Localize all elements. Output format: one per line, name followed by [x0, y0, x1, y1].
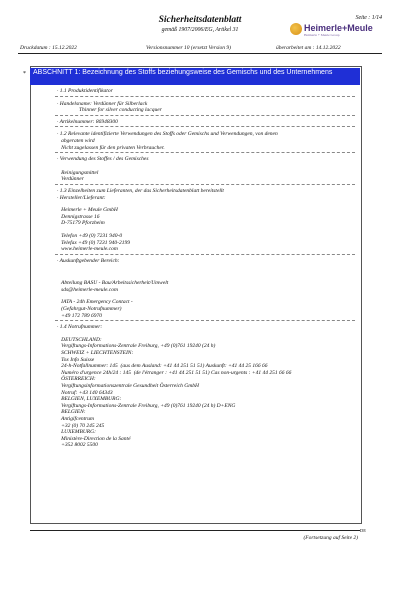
document-subtitle: gemäß 1907/2006/EG, Artikel 31 — [161, 27, 239, 33]
divider — [55, 184, 355, 185]
text-line: +352 8002 5500 — [57, 442, 98, 449]
revision-date: überarbeitet am : 14.12.2022 — [276, 45, 341, 51]
text-line: · Auskunftgebender Bereich: — [57, 257, 120, 264]
header-divider — [18, 53, 382, 54]
text-line: · Hersteller/Lieferant: — [57, 194, 106, 201]
text-line: Numéro d'urgence 24h/24 : 145 (de l'étranger : +41 44 251 51 51) Cas non-urgents : +41 44 251 66 66 — [57, 369, 292, 376]
text-line: Thinner for silver conducting lacquer — [57, 107, 162, 114]
text-line: Abteilung BASU - Bau/Arbeitssicherheit/Umwelt — [57, 280, 169, 287]
text-line: D-75179 Pforzheim — [57, 220, 105, 227]
text-line: Verdünner — [57, 176, 84, 183]
version-number: Versionsnummer 10 (ersetzt Version 9) — [146, 45, 231, 51]
text-line: Dennigstrasse 16 — [57, 213, 100, 220]
text-line: abgeraten wird — [57, 137, 95, 144]
text-line: Antigifcentrum — [57, 415, 95, 422]
text-line: Vergiftungs-Informations-Zentrale Freiburg, +49 (0)761 19240 (24 h) — [57, 343, 216, 350]
text-line: DEUTSCHLAND: — [57, 336, 102, 343]
text-line: · 1.1 Produktidentifikator — [57, 88, 113, 94]
revision-marker: * — [23, 71, 26, 77]
text-line: 24-h-Notfallnummer: 145 (aus dem Ausland: +41 44 251 51 51) Auskunft: +41 44 25 166 66 — [57, 363, 268, 370]
text-line: Ministère-Direction de la Santé — [57, 435, 131, 442]
text-line: SCHWEIZ + LIECHTENSTEIN: — [57, 350, 134, 357]
text-line: Nicht zugelassen für den privaten Verbraucher. — [57, 144, 165, 151]
section-content — [57, 88, 357, 449]
text-line: +32 (0) 70 245 245 — [57, 422, 105, 429]
text-line: LUXEMBURG: — [57, 429, 96, 436]
company-logo — [290, 23, 373, 43]
text-line: (Gefahrgut-Notrufnummer) — [57, 306, 122, 313]
text-line: Vergiftungsinformationszentrale Gesundheit Österreich GmbH — [57, 383, 199, 389]
logo-tagline: Heimerle + Meule Group — [304, 33, 340, 37]
print-date: Druckdatum : 15.12.2022 — [20, 45, 77, 51]
divider — [55, 115, 355, 116]
section-heading: ABSCHNITT 1: Bezeichnung des Stoffs beziehungsweise des Gemischs und des Unternehmens — [30, 68, 360, 85]
document-title: Sicherheitsdatenblatt — [158, 15, 242, 25]
text-line: Reinigungsmittel — [57, 169, 99, 176]
text-line: IATA - 24h Emergency Contact - — [57, 299, 133, 306]
text-line: · Handelsname: Verdünner für Silberlack — [57, 100, 148, 107]
text-line: ÖSTERREICH: — [57, 376, 96, 383]
divider — [55, 320, 355, 321]
text-line: Telefax +49 (0) 7231 940-2199 — [57, 239, 131, 246]
text-line: Vergiftungs-Informations-Zentrale Freiburg, +49 (0)761 19240 (24 h) D+ENG — [57, 402, 236, 409]
text-line: +49 172 789 6970 — [57, 312, 102, 319]
text-line: BELGIEN: — [57, 409, 86, 416]
text-line: · 1.3 Einzelheiten zum Lieferanten, der das Sicherheitsdatenblatt bereitstellt — [57, 187, 224, 194]
text-line: · 1.4 Notrufnummer: — [57, 324, 103, 331]
text-line: www.heimerle-meule.com — [57, 246, 118, 253]
language-code: DE — [360, 528, 366, 533]
footer-divider — [30, 530, 360, 531]
logo-text: Heimerle+Meule — [304, 23, 373, 33]
text-line: BELGIEN, LUXEMBURG: — [57, 396, 122, 403]
logo-mark-icon — [290, 23, 302, 35]
divider — [55, 152, 355, 153]
text-line: Telefon +49 (0) 7231 940-0 — [57, 232, 123, 239]
divider — [55, 126, 355, 127]
text-line: · Verwendung des Stoffes / des Gemisches — [57, 156, 149, 163]
text-line: sds@heimerle-meule.com — [57, 286, 118, 293]
text-line: Heimerle + Meule GmbH — [57, 207, 118, 214]
text-line: · Artikelnummer: 86948300 — [57, 118, 118, 125]
divider — [55, 254, 355, 255]
text-line: Tox Info Suisse — [57, 356, 95, 363]
page-number: Seite : 1/14 — [355, 15, 382, 21]
continuation-note: (Fortsetzung auf Seite 2) — [303, 535, 358, 541]
text-line: Notruf: +43 140 64343 — [57, 389, 113, 396]
text-line: · 1.2 Relevante identifizierte Verwendungen des Stoffs oder Gemischs und Verwendungen, von denen — [57, 131, 278, 138]
divider — [55, 96, 355, 97]
